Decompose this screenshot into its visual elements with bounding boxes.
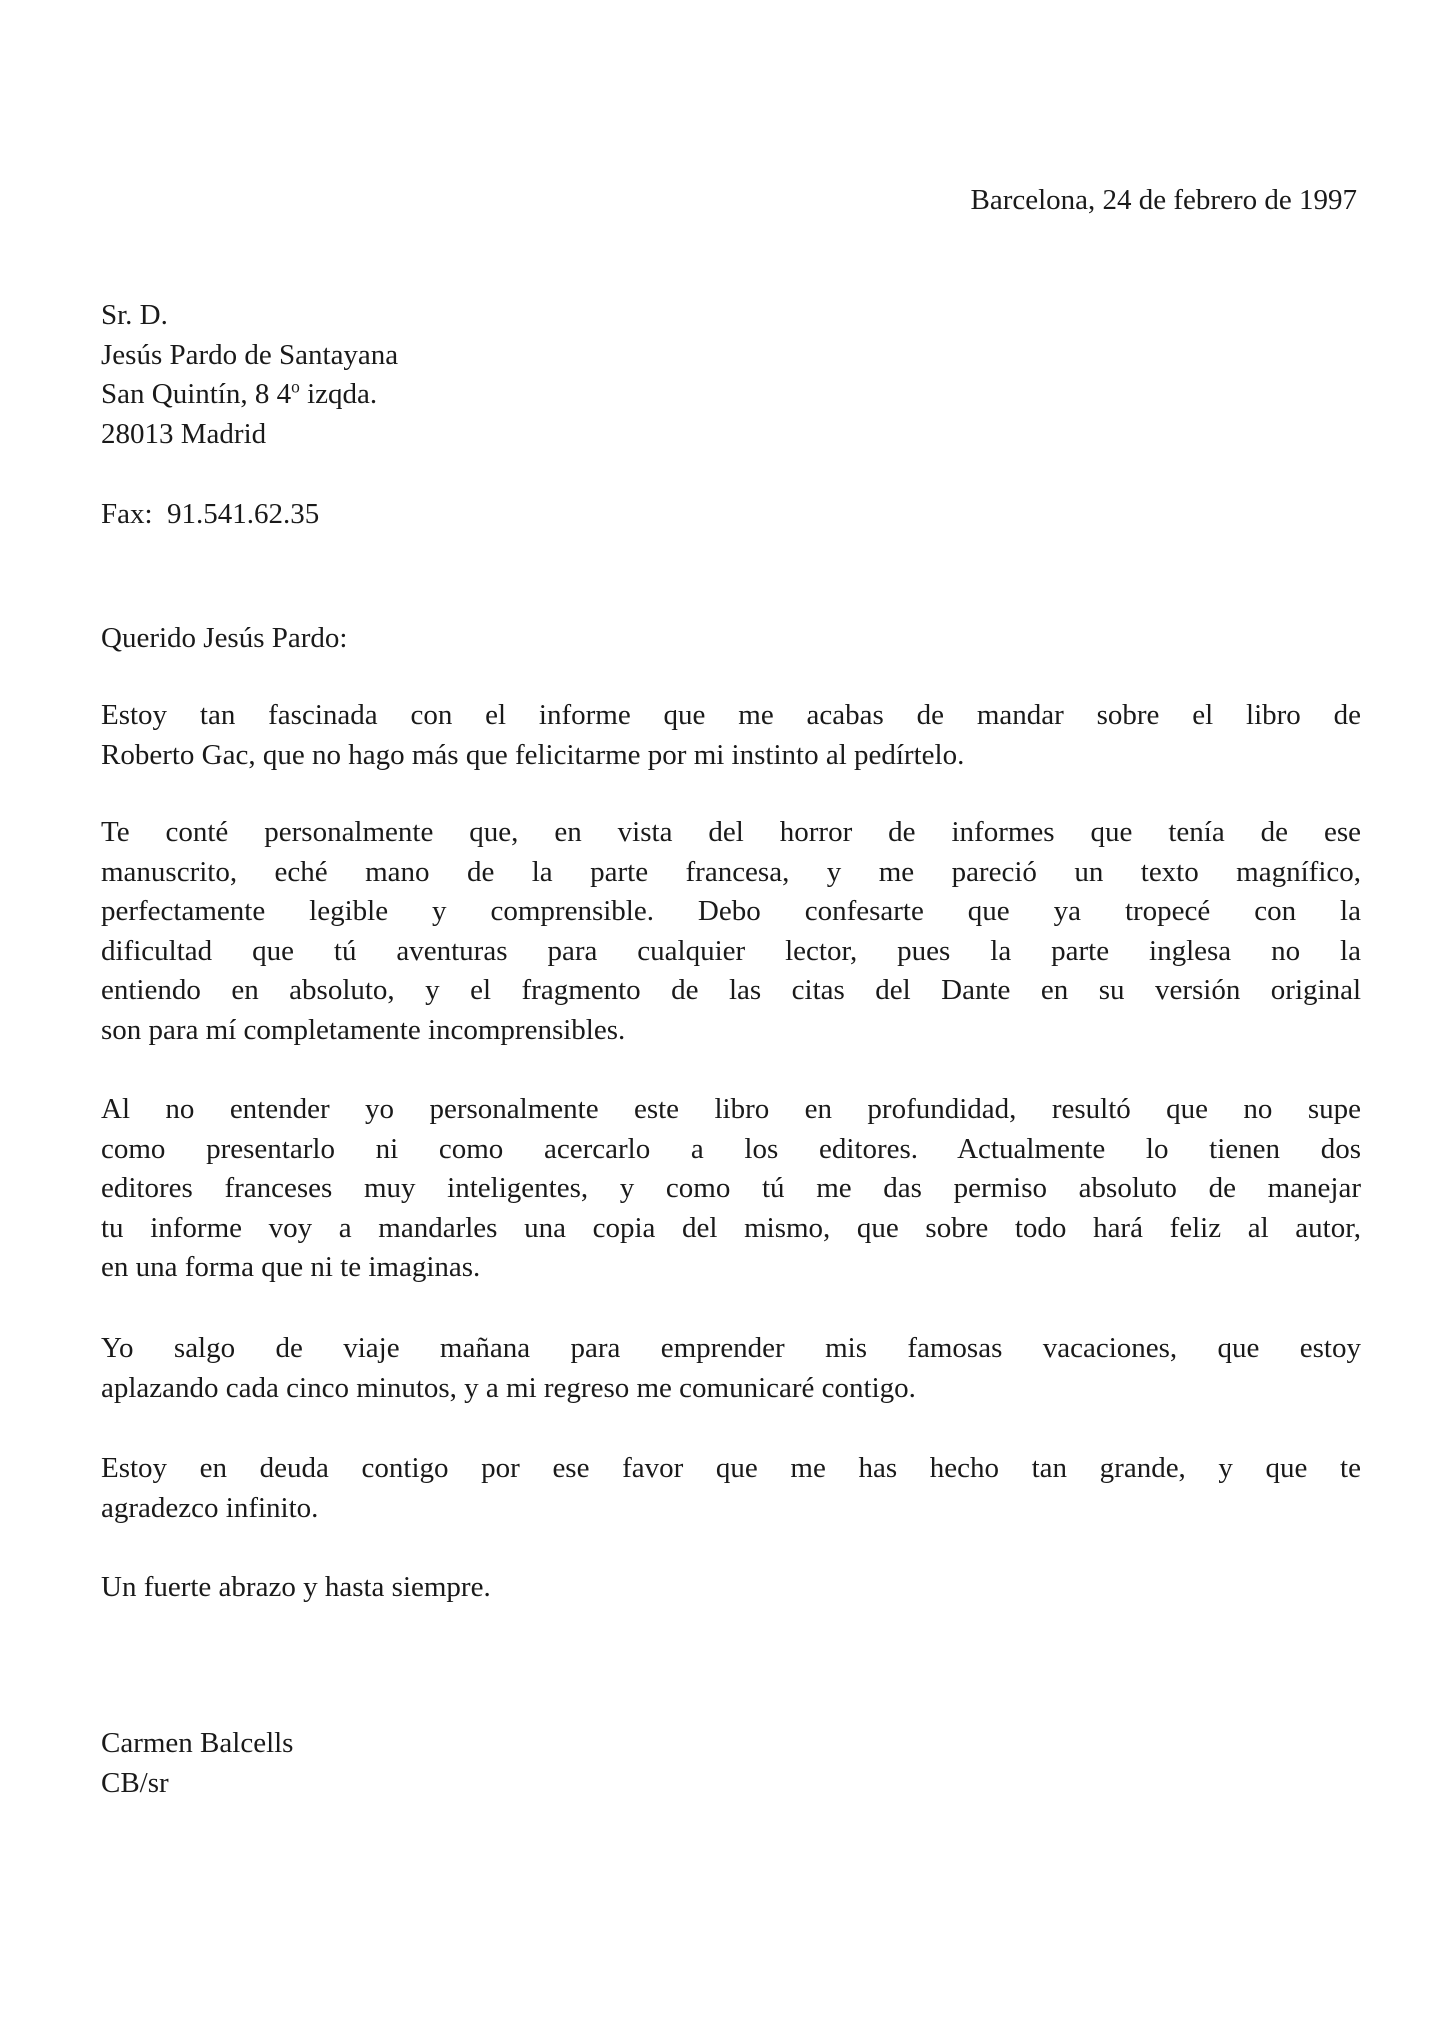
paragraph-line: Estoy tan fascinada con el informe que me acabas de mandar sobre el libro de — [101, 699, 1361, 731]
signature-block — [101, 1724, 293, 1803]
paragraph-line: son para mí completamente incomprensibles. — [101, 1013, 626, 1046]
closing: Un fuerte abrazo y hasta siempre. — [101, 1571, 491, 1603]
paragraph-line: editores franceses muy inteligentes, y como tú me das permiso absoluto de manejar — [101, 1172, 1361, 1204]
paragraph-2 — [101, 813, 1361, 1050]
paragraph-line: Yo salgo de viaje mañana para emprender mis famosas vacaciones, que estoy — [101, 1332, 1361, 1364]
recipient-name: Jesús Pardo de Santayana — [101, 338, 399, 371]
recipient-city: 28013 Madrid — [101, 417, 267, 450]
recipient-title: Sr. D. — [101, 299, 168, 331]
paragraph-line: Te conté personalmente que, en vista del horror de informes que tenía de ese — [101, 816, 1361, 848]
paragraph-line: Al no entender yo personalmente este libro en profundidad, resultó que no supe — [101, 1093, 1361, 1125]
paragraph-3 — [101, 1090, 1361, 1288]
paragraph-line: tu informe voy a mandarles una copia del mismo, que sobre todo hará feliz al autor, — [101, 1211, 1361, 1244]
letter-date: Barcelona, 24 de febrero de 1997 — [970, 184, 1357, 216]
recipient-street — [101, 375, 398, 415]
salutation: Querido Jesús Pardo: — [101, 622, 348, 654]
recipient-street-suffix: izqda. — [299, 378, 378, 410]
recipient-floor-ordinal: o — [291, 376, 300, 397]
signature-initials: CB/sr — [101, 1766, 169, 1799]
paragraph-line: perfectamente legible y comprensible. Debo confesarte que ya tropecé con la — [101, 895, 1361, 927]
paragraph-line: manuscrito, eché mano de la parte francesa, y me pareció un texto magnífico, — [101, 855, 1361, 888]
paragraph-5 — [101, 1449, 1361, 1528]
recipient-block — [101, 296, 398, 454]
recipient-street-text: San Quintín, 8 4 — [101, 378, 292, 410]
paragraph-line: en una forma que ni te imaginas. — [101, 1251, 481, 1283]
signature-name: Carmen Balcells — [101, 1727, 294, 1759]
paragraph-line: aplazando cada cinco minutos, y a mi regreso me comunicaré contigo. — [101, 1371, 916, 1404]
paragraph-line: como presentarlo ni como acercarlo a los editores. Actualmente lo tienen dos — [101, 1132, 1361, 1165]
paragraph-line: dificultad que tú aventuras para cualquier lector, pues la parte inglesa no la — [101, 934, 1361, 967]
paragraph-4 — [101, 1329, 1361, 1408]
paragraph-line: entiendo en absoluto, y el fragmento de las citas del Dante en su versión original — [101, 974, 1361, 1006]
paragraph-1 — [101, 696, 1361, 775]
fax-number: Fax: 91.541.62.35 — [101, 498, 320, 530]
paragraph-line: agradezco infinito. — [101, 1491, 319, 1524]
paragraph-line: Estoy en deuda contigo por ese favor que me has hecho tan grande, y que te — [101, 1452, 1361, 1484]
paragraph-line: Roberto Gac, que no hago más que felicitarme por mi instinto al pedírtelo. — [101, 738, 965, 771]
